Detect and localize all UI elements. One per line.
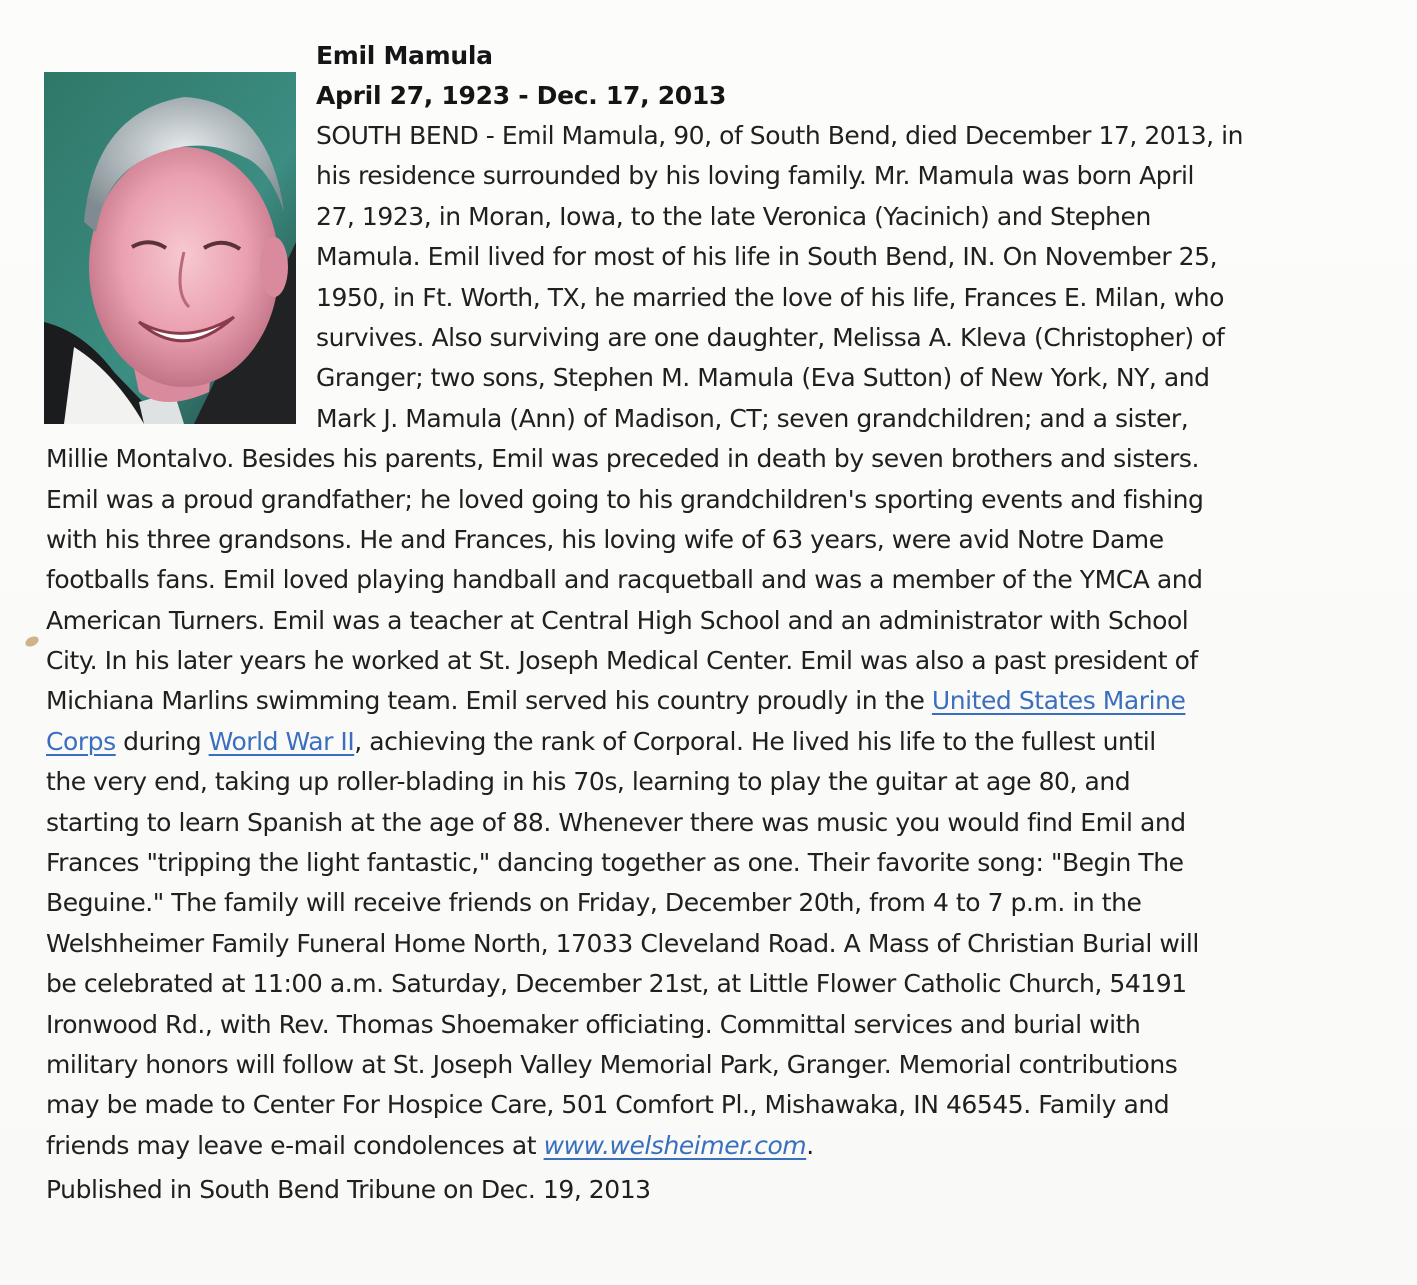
body-text-segment: Michiana Marlins swimming team. Emil served his country proudly in the (46, 686, 932, 716)
body-line: the very end, taking up roller-blading in his 70s, learning to play the guitar at age 80, and (46, 767, 1131, 797)
body-line: with his three grandsons. He and Frances, his loving wife of 63 years, were avid Notre Dame (46, 524, 1164, 554)
obituary-dates: April 27, 1923 - Dec. 17, 2013 (316, 81, 727, 110)
body-line: may be made to Center For Hospice Care, 501 Comfort Pl., Mishawaka, IN 46545. Family and (46, 1090, 1170, 1120)
body-line: military honors will follow at St. Joseph Valley Memorial Park, Granger. Memorial contributions (46, 1049, 1178, 1079)
body-line: Emil was a proud grandfather; he loved going to his grandchildren's sporting events and fishing (46, 484, 1204, 514)
body-line: City. In his later years he worked at St. Joseph Medical Center. Emil was also a past president of (46, 646, 1198, 676)
body-line: footballs fans. Emil loved playing handball and racquetball and was a member of the YMCA and (46, 565, 1203, 595)
obituary-body (0, 116, 1417, 1166)
body-line-with-link (0, 1126, 1417, 1166)
body-text-segment: friends may leave e-mail condolences at (46, 1130, 544, 1160)
body-line-with-link (0, 681, 1417, 721)
body-line: American Turners. Emil was a teacher at Central High School and an administrator with School (46, 605, 1189, 635)
body-line: Millie Montalvo. Besides his parents, Emil was preceded in death by seven brothers and sisters. (46, 444, 1199, 474)
welsheimer-website-link[interactable]: www.welsheimer.com (543, 1130, 807, 1160)
body-line: Ironwood Rd., with Rev. Thomas Shoemaker officiating. Committal services and burial with (46, 1009, 1141, 1039)
world-war-ii-link[interactable]: World War II (208, 726, 355, 756)
obituary-name: Emil Mamula (316, 41, 493, 70)
body-line: Beguine." The family will receive friends on Friday, December 20th, from 4 to 7 p.m. in the (46, 888, 1142, 918)
united-states-marine-corps-link[interactable]: United States Marine (931, 686, 1186, 716)
body-line-with-links (0, 722, 1417, 762)
body-text-segment: . (806, 1130, 814, 1160)
body-line: be celebrated at 11:00 a.m. Saturday, December 21st, at Little Flower Catholic Church, 54191 (46, 969, 1187, 999)
body-line: 27, 1923, in Moran, Iowa, to the late Veronica (Yacinich) and Stephen (316, 201, 1151, 231)
body-line: Mamula. Emil lived for most of his life in South Bend, IN. On November 25, (316, 242, 1218, 272)
body-line: SOUTH BEND - Emil Mamula, 90, of South Bend, died December 17, 2013, in (316, 121, 1244, 150)
published-note: Published in South Bend Tribune on Dec. 19, 2013 (46, 1175, 651, 1204)
body-text-segment: during (115, 726, 209, 756)
body-line: survives. Also surviving are one daughter, Melissa A. Kleva (Christopher) of (316, 322, 1225, 352)
body-line: 1950, in Ft. Worth, TX, he married the love of his life, Frances E. Milan, who (316, 282, 1225, 312)
body-line: Frances "tripping the light fantastic," dancing together as one. Their favorite song: "Begin The (46, 848, 1184, 878)
united-states-marine-corps-link-continued[interactable]: Corps (46, 726, 116, 756)
body-line: his residence surrounded by his loving family. Mr. Mamula was born April (316, 161, 1195, 191)
body-line: Mark J. Mamula (Ann) of Madison, CT; seven grandchildren; and a sister, (316, 403, 1189, 433)
body-line: starting to learn Spanish at the age of 88. Whenever there was music you would find Emil and (46, 807, 1186, 837)
body-text-segment: , achieving the rank of Corporal. He lived his life to the fullest until (354, 726, 1156, 756)
body-line: Welshheimer Family Funeral Home North, 17033 Cleveland Road. A Mass of Christian Burial will (46, 928, 1199, 958)
body-line: Granger; two sons, Stephen M. Mamula (Eva Sutton) of New York, NY, and (316, 363, 1210, 393)
